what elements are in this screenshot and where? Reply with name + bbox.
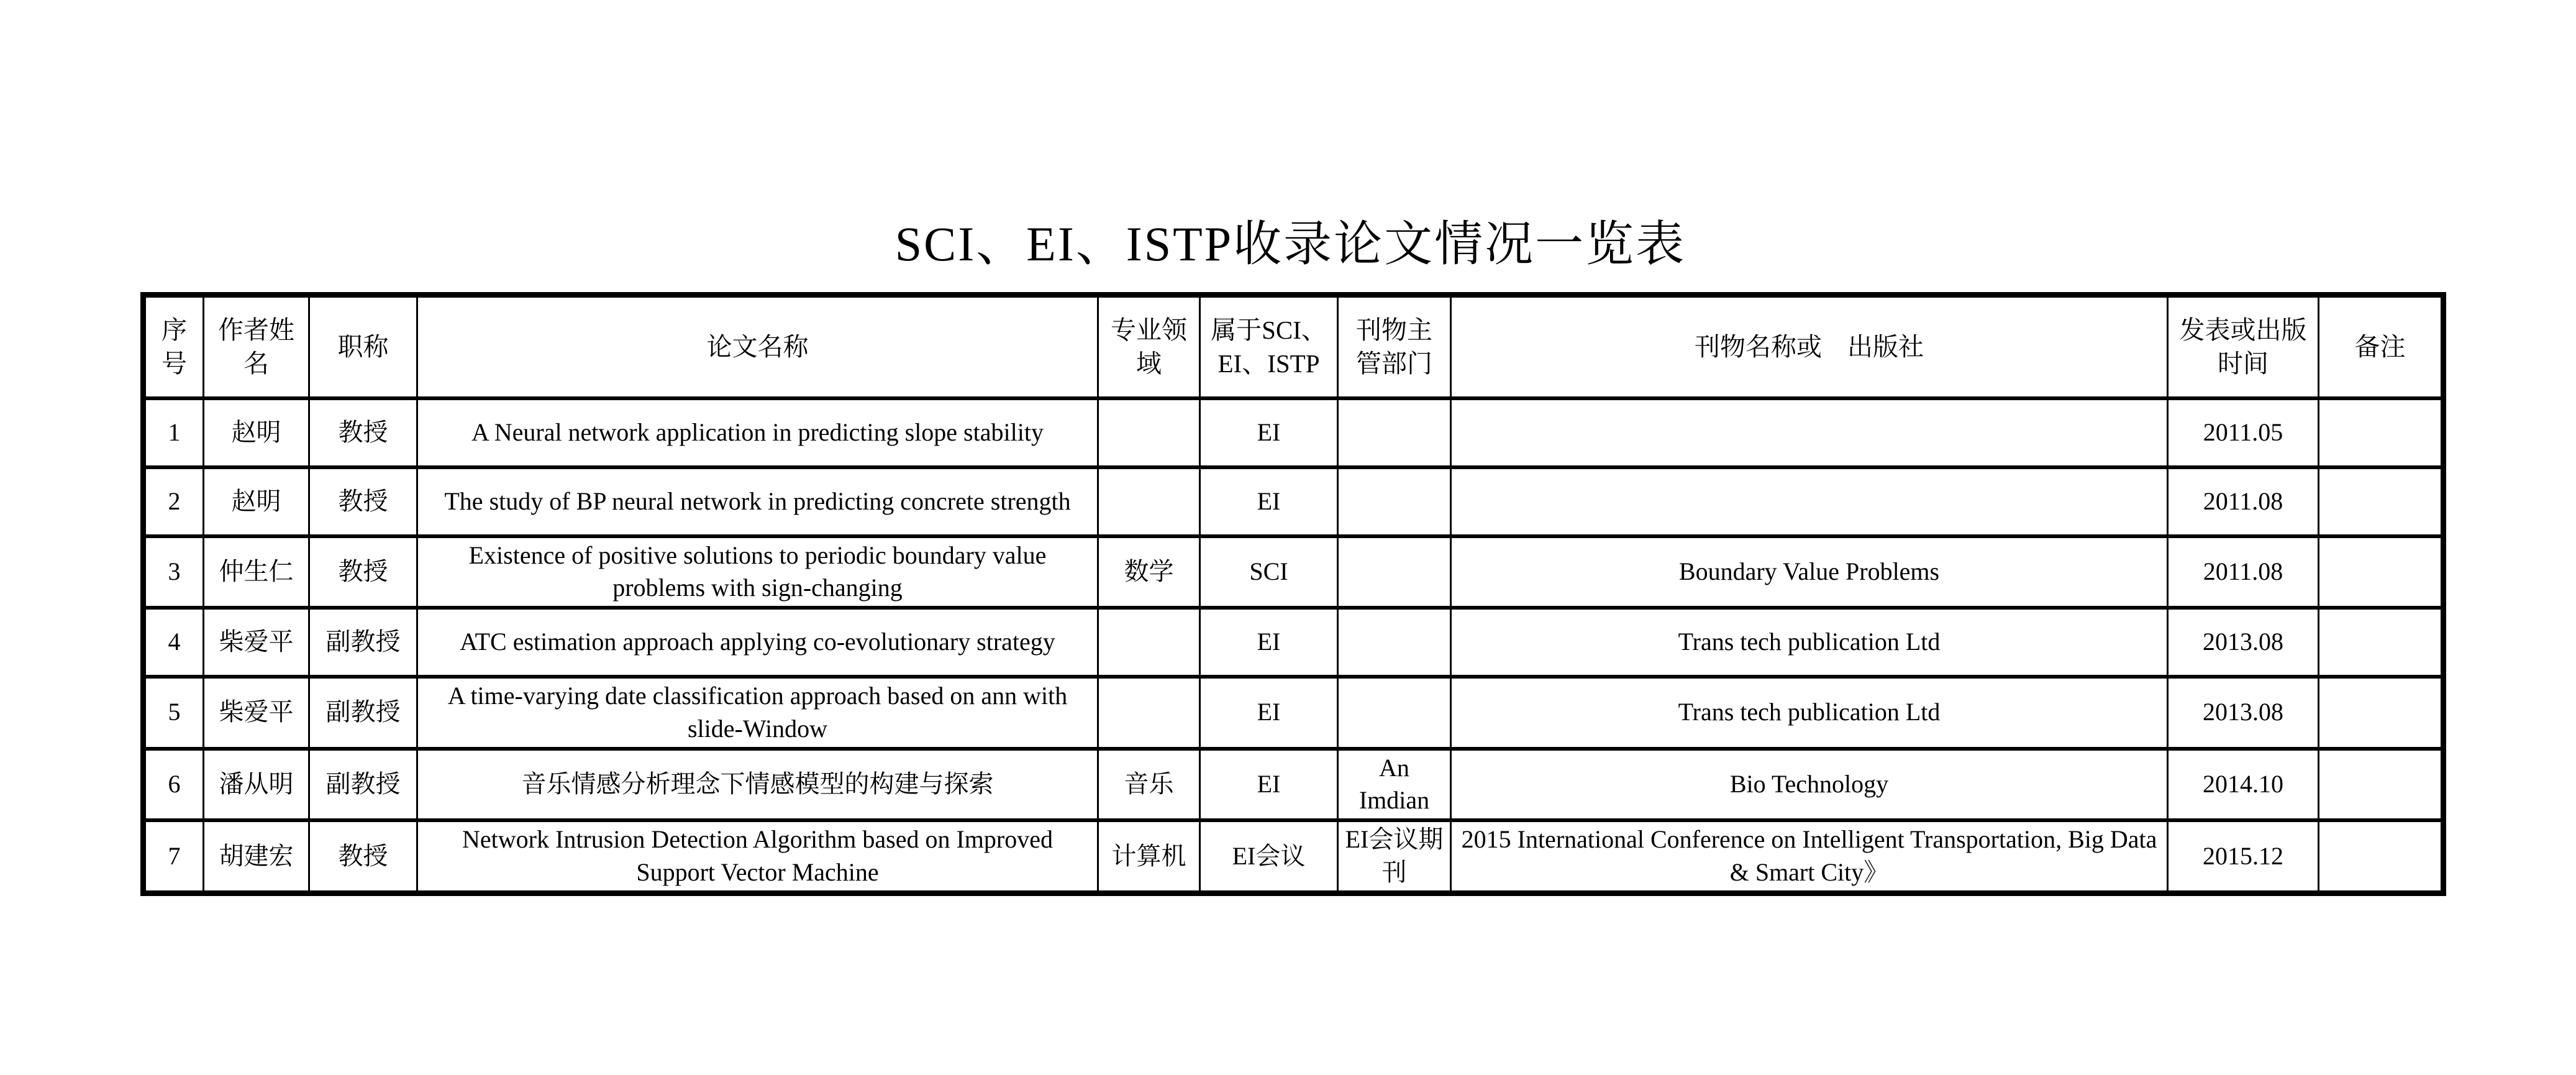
column-header: 发表或出版时间 xyxy=(2168,295,2319,398)
table-cell: 教授 xyxy=(309,398,417,467)
table-cell: Trans tech publication Ltd xyxy=(1451,608,2168,677)
table-cell: Network Intrusion Detection Algorithm based on Improved Support Vector Machine xyxy=(417,820,1098,893)
table-cell: 7 xyxy=(143,820,204,893)
column-header: 作者姓名 xyxy=(204,295,309,398)
table-cell xyxy=(2319,677,2444,749)
table-cell: Trans tech publication Ltd xyxy=(1451,677,2168,749)
table-cell: 副教授 xyxy=(309,677,417,749)
table-cell: 2013.08 xyxy=(2168,608,2319,677)
table-cell xyxy=(2319,398,2444,467)
table-cell: EI会议期刊 xyxy=(1338,820,1451,893)
table-cell: Existence of positive solutions to periodic boundary value problems with sign-changing xyxy=(417,536,1098,608)
table-cell: 音乐情感分析理念下情感模型的构建与探索 xyxy=(417,749,1098,821)
table-cell: 副教授 xyxy=(309,749,417,821)
table-cell: 2014.10 xyxy=(2168,749,2319,821)
table-cell xyxy=(1098,467,1200,536)
table-cell xyxy=(1098,608,1200,677)
table-cell xyxy=(1338,608,1451,677)
table-cell xyxy=(1451,398,2168,467)
table-cell: 柴爱平 xyxy=(204,677,309,749)
table-cell: 1 xyxy=(143,398,204,467)
papers-table xyxy=(140,292,2446,896)
table-row xyxy=(143,536,2444,608)
table-cell: 2 xyxy=(143,467,204,536)
table-cell: 柴爱平 xyxy=(204,608,309,677)
table-cell xyxy=(1338,536,1451,608)
table-cell: 4 xyxy=(143,608,204,677)
table-cell: Bio Technology xyxy=(1451,749,2168,821)
table-cell: 教授 xyxy=(309,536,417,608)
table-cell: 赵明 xyxy=(204,467,309,536)
table-row xyxy=(143,467,2444,536)
table-row xyxy=(143,677,2444,749)
table-cell: EI xyxy=(1200,398,1338,467)
column-header: 序号 xyxy=(143,295,204,398)
table-header-row xyxy=(143,295,2444,398)
table-row xyxy=(143,398,2444,467)
column-header: 备注 xyxy=(2319,295,2444,398)
table-cell xyxy=(1338,467,1451,536)
table-cell: 计算机 xyxy=(1098,820,1200,893)
table-cell xyxy=(1338,677,1451,749)
column-header: 专业领域 xyxy=(1098,295,1200,398)
table-cell: 副教授 xyxy=(309,608,417,677)
table-cell: EI会议 xyxy=(1200,820,1338,893)
table-cell: A time-varying date classification approach based on ann with slide-Window xyxy=(417,677,1098,749)
table-row xyxy=(143,820,2444,893)
table-cell xyxy=(2319,467,2444,536)
table-row xyxy=(143,608,2444,677)
column-header: 职称 xyxy=(309,295,417,398)
table-cell xyxy=(1451,467,2168,536)
table-cell xyxy=(1338,398,1451,467)
table-cell: 胡建宏 xyxy=(204,820,309,893)
table-cell: EI xyxy=(1200,749,1338,821)
table-cell: 2011.08 xyxy=(2168,467,2319,536)
table-cell xyxy=(2319,820,2444,893)
table-cell: An Imdian xyxy=(1338,749,1451,821)
table-cell: The study of BP neural network in predicting concrete strength xyxy=(417,467,1098,536)
table-cell: A Neural network application in predicting slope stability xyxy=(417,398,1098,467)
table-cell: 2013.08 xyxy=(2168,677,2319,749)
table-row xyxy=(143,749,2444,821)
table-cell: SCI xyxy=(1200,536,1338,608)
table-cell xyxy=(1098,677,1200,749)
table-cell xyxy=(2319,608,2444,677)
column-header: 刊物主管部门 xyxy=(1338,295,1451,398)
table-cell: 2011.05 xyxy=(2168,398,2319,467)
table-cell xyxy=(2319,536,2444,608)
table-cell: EI xyxy=(1200,677,1338,749)
table-cell: 潘从明 xyxy=(204,749,309,821)
table-cell: ATC estimation approach applying co-evolutionary strategy xyxy=(417,608,1098,677)
table-cell: Boundary Value Problems xyxy=(1451,536,2168,608)
table-cell: 3 xyxy=(143,536,204,608)
table-cell: EI xyxy=(1200,467,1338,536)
table-cell: EI xyxy=(1200,608,1338,677)
page-title: SCI、EI、ISTP收录论文情况一览表 xyxy=(894,217,1686,271)
table-cell: 2015 International Conference on Intelligent Transportation, Big Data & Smart City》 xyxy=(1451,820,2168,893)
table-cell: 教授 xyxy=(309,467,417,536)
table-cell: 音乐 xyxy=(1098,749,1200,821)
table-cell: 2011.08 xyxy=(2168,536,2319,608)
table-cell: 教授 xyxy=(309,820,417,893)
column-header: 论文名称 xyxy=(417,295,1098,398)
table-cell: 数学 xyxy=(1098,536,1200,608)
table-cell: 5 xyxy=(143,677,204,749)
column-header: 属于SCI、EI、ISTP xyxy=(1200,295,1338,398)
table-cell: 仲生仁 xyxy=(204,536,309,608)
table-cell xyxy=(1098,398,1200,467)
column-header: 刊物名称或 出版社 xyxy=(1451,295,2168,398)
table-cell: 2015.12 xyxy=(2168,820,2319,893)
table-cell: 赵明 xyxy=(204,398,309,467)
table-cell xyxy=(2319,749,2444,821)
table-cell: 6 xyxy=(143,749,204,821)
